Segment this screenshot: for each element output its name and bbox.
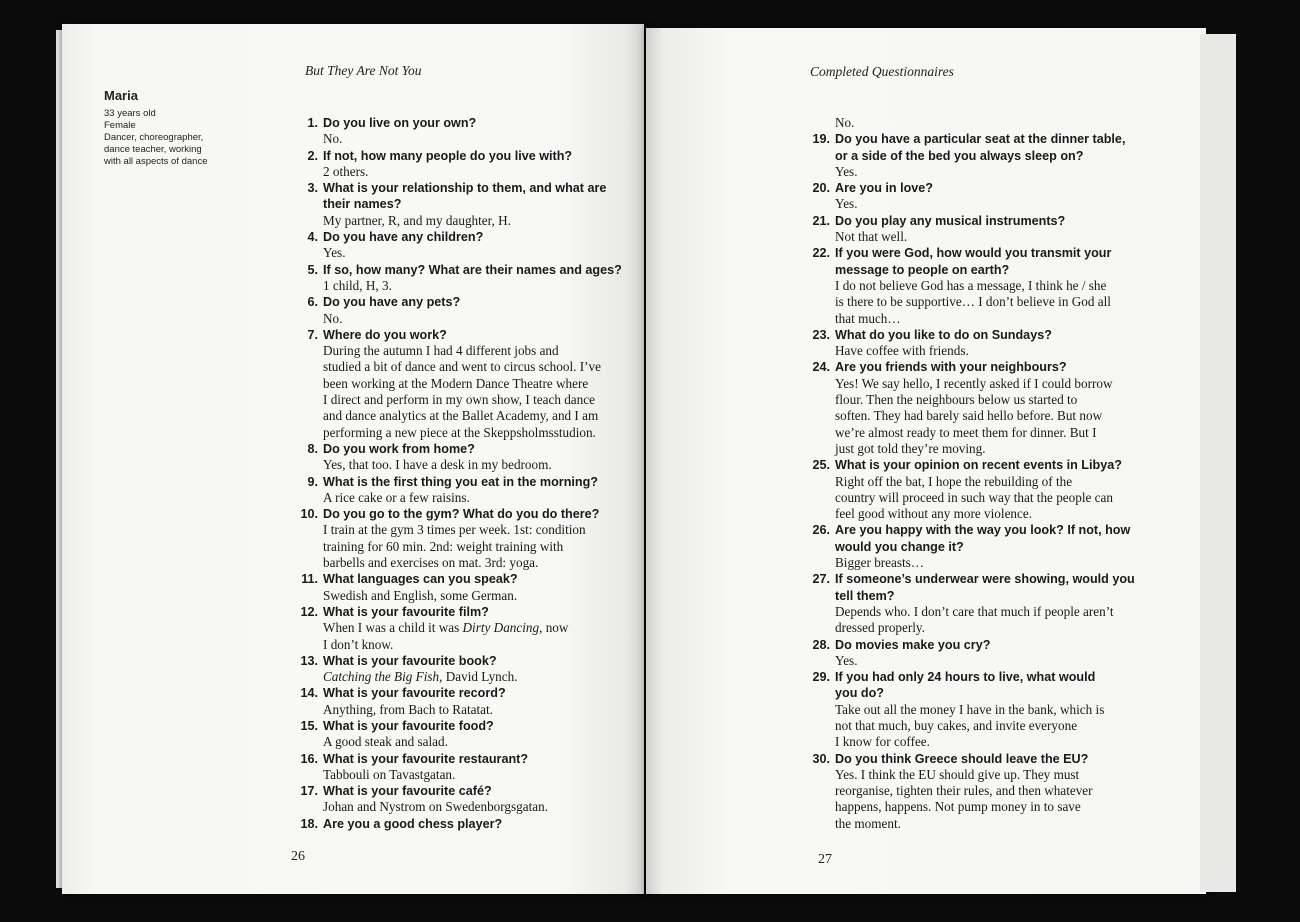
answer-line: feel good without any more violence. (835, 506, 1033, 522)
answer-line: studied a bit of dance and went to circus school. I’ve (323, 359, 601, 375)
question-number: 27. (812, 572, 830, 587)
question-line (298, 783, 628, 799)
question-line (810, 213, 1150, 229)
answer-line: Yes. I think the EU should give up. They must (835, 766, 1080, 782)
question-line (810, 148, 1150, 164)
question-text: you do? (835, 686, 884, 701)
question-number (810, 539, 830, 555)
question-line (298, 751, 628, 767)
question-item (298, 474, 628, 507)
answer-line: I direct and perform in my own show, I teach dance (323, 392, 595, 408)
question-text: their names? (323, 197, 402, 212)
question-text: Do you have any children? (323, 230, 484, 245)
question-text: Are you happy with the way you look? If not, how (835, 523, 1131, 538)
question-line (810, 245, 1150, 261)
answer-line: Take out all the money I have in the bank, which is (835, 701, 1105, 717)
question-text: If so, how many? What are their names and ages? (323, 262, 622, 277)
question-line (298, 604, 628, 620)
question-line (810, 637, 1150, 653)
answer-line: Yes. (323, 245, 346, 261)
question-number: 3. (307, 181, 318, 196)
question-text: What is your favourite book? (323, 653, 497, 668)
question-number: 14. (300, 686, 318, 701)
question-text: If you were God, how would you transmit your (835, 246, 1112, 261)
respondent-detail: Dancer, choreographer, (104, 132, 204, 143)
answer-line: Have coffee with friends. (835, 343, 969, 359)
question-item (810, 131, 1150, 180)
question-line (298, 229, 628, 245)
question-text: Do you play any musical instruments? (835, 213, 1066, 228)
answer-line: 2 others. (323, 163, 369, 179)
question-number: 6. (307, 295, 318, 310)
question-item (298, 783, 628, 816)
answer-line: is there to be supportive… I don’t believe in God all (835, 294, 1111, 310)
question-item (298, 685, 628, 718)
question-line (298, 262, 628, 278)
answer-line: Yes. (835, 652, 858, 668)
question-line (810, 539, 1150, 555)
question-text: What is your favourite restaurant? (323, 751, 529, 766)
respondent-name: Maria (104, 88, 138, 103)
question-number: 4. (307, 230, 318, 245)
question-number (810, 148, 830, 164)
question-number: 13. (300, 653, 318, 668)
answer-line: Yes! We say hello, I recently asked if I could borrow (835, 375, 1113, 391)
respondent-detail: dance teacher, working (104, 144, 202, 155)
question-text: What languages can you speak? (323, 572, 518, 587)
answer-line: we’re almost ready to meet them for dinner. But I (835, 424, 1097, 440)
question-text: Do you work from home? (323, 441, 475, 456)
question-item (298, 571, 628, 604)
question-line (298, 196, 628, 212)
film-title: Dirty Dancing (462, 620, 540, 636)
answer-line: been working at the Modern Dance Theatre where (323, 375, 589, 391)
left-page-number: 26 (291, 849, 305, 864)
question-number (298, 196, 318, 212)
question-line (810, 359, 1150, 375)
respondent-detail: Female (104, 120, 136, 131)
question-number: 9. (307, 474, 318, 489)
question-number: 28. (812, 637, 830, 652)
answer-line: barbells and exercises on mat. 3rd: yoga. (323, 555, 539, 571)
question-text: What is your opinion on recent events in Libya? (835, 458, 1122, 473)
question-number: 8. (307, 441, 318, 456)
question-line (810, 262, 1150, 278)
question-number: 23. (812, 327, 830, 342)
question-line (298, 148, 628, 164)
question-item (298, 653, 628, 686)
question-text: tell them? (835, 588, 895, 603)
answer-line: No. (323, 310, 343, 326)
answer-line: just got told they’re moving. (835, 440, 986, 456)
question-item (298, 262, 628, 295)
question-number: 24. (812, 360, 830, 375)
question-item (810, 245, 1150, 326)
question-text: or a side of the bed you always sleep on? (835, 148, 1084, 163)
question-text: If not, how many people do you live with? (323, 148, 573, 163)
question-number: 15. (300, 718, 318, 733)
question-item (298, 148, 628, 181)
answer-line: country will proceed in such way that the people can (835, 489, 1113, 505)
right-questionnaire (810, 115, 1150, 832)
answer-line: When I was a child it was Dirty Dancing, now (323, 620, 569, 636)
question-item (810, 751, 1150, 832)
answer-line: soften. They had barely said hello before. But now (835, 408, 1103, 424)
question-text: If you had only 24 hours to live, what would (835, 670, 1096, 685)
question-text: What is your relationship to them, and what are (323, 181, 607, 196)
question-line (810, 131, 1150, 147)
question-item (298, 718, 628, 751)
question-number: 18. (300, 816, 318, 831)
question-item (298, 327, 628, 441)
question-item (298, 180, 628, 229)
question-number: 19. (812, 132, 830, 147)
answer-line: and dance analytics at the Ballet Academy, and I am (323, 408, 599, 424)
question-number: 21. (812, 213, 830, 228)
answer-line: Not that well. (835, 229, 908, 245)
question-number (810, 262, 830, 278)
question-number (810, 588, 830, 604)
question-item (298, 751, 628, 784)
answer-line: My partner, R, and my daughter, H. (323, 212, 511, 228)
question-number: 1. (307, 116, 318, 130)
question-line (298, 653, 628, 669)
book-title: Catching the Big Fish (323, 669, 440, 685)
answer-line: that much… (835, 310, 901, 326)
question-text: What is your favourite record? (323, 686, 506, 701)
answer-line: dressed properly. (835, 620, 925, 636)
right-running-head: Completed Questionnaires (810, 64, 954, 79)
question-number: 12. (300, 604, 318, 619)
question-line (810, 685, 1150, 701)
answer-line: Bigger breasts… (835, 555, 924, 571)
answer-line: Tabbouli on Tavastgatan. (323, 766, 456, 782)
answer-line: performing a new piece at the Skeppsholmsstudion. (323, 424, 596, 440)
question-text: Where do you work? (323, 327, 447, 342)
question-text: Are you in love? (835, 181, 933, 196)
right-page-number: 27 (818, 852, 832, 867)
answer-line: 1 child, H, 3. (323, 277, 392, 293)
question-line (298, 571, 628, 587)
question-text: What do you like to do on Sundays? (835, 327, 1052, 342)
question-item (810, 457, 1150, 522)
question-item (810, 669, 1150, 750)
question-text: What is your favourite food? (323, 718, 494, 733)
question-item (810, 522, 1150, 571)
answer-line: happens, happens. Not pump money in to save (835, 799, 1081, 815)
respondent-detail: with all aspects of dance (104, 156, 208, 167)
answer-line: Depends who. I don’t care that much if people aren’t (835, 603, 1114, 619)
question-item (298, 294, 628, 327)
question-line (298, 441, 628, 457)
question-number: 20. (812, 181, 830, 196)
question-line (298, 115, 628, 131)
answer-line: I don’t know. (323, 636, 394, 652)
question-line (298, 327, 628, 343)
question-number: 29. (812, 670, 830, 685)
question-line (810, 180, 1150, 196)
left-running-head: But They Are Not You (305, 63, 422, 78)
answer-line: Swedish and English, some German. (323, 587, 518, 603)
question-line (298, 294, 628, 310)
question-text: would you change it? (835, 539, 964, 554)
question-item (298, 816, 628, 832)
question-item (810, 213, 1150, 246)
answer-line: reorganise, tighten their rules, and then whatever (835, 783, 1093, 799)
question-line (810, 669, 1150, 685)
question-text: Are you a good chess player? (323, 816, 503, 831)
answer-line: Right off the bat, I hope the rebuilding of the (835, 473, 1073, 489)
question-text: Do you think Greece should leave the EU? (835, 751, 1089, 766)
question-item (298, 115, 628, 148)
page-stack-right (1200, 34, 1236, 892)
carry-over-answer: No. (835, 115, 855, 130)
left-questionnaire (298, 115, 628, 832)
question-item (810, 180, 1150, 213)
question-text: Are you friends with your neighbours? (835, 360, 1067, 375)
question-item (810, 637, 1150, 670)
question-line (298, 474, 628, 490)
respondent-detail: 33 years old (104, 108, 156, 119)
answer-line: Anything, from Bach to Ratatat. (323, 701, 493, 717)
question-line (810, 751, 1150, 767)
question-text: What is your favourite café? (323, 784, 492, 799)
question-line (810, 327, 1150, 343)
question-item (810, 327, 1150, 360)
answer-line: I know for coffee. (835, 734, 930, 750)
answer-line: Yes. (835, 163, 858, 179)
question-line (298, 506, 628, 522)
question-number: 26. (812, 523, 830, 538)
question-number: 25. (812, 458, 830, 473)
answer-line: No. (323, 131, 343, 147)
question-item (298, 604, 628, 653)
answer-line: A good steak and salad. (323, 734, 448, 750)
question-line (298, 816, 628, 832)
question-item (298, 441, 628, 474)
question-line (298, 180, 628, 196)
answer-line: training for 60 min. 2nd: weight training with (323, 538, 564, 554)
question-number: 11. (301, 572, 318, 587)
answer-line: not that much, buy cakes, and invite everyone (835, 717, 1078, 733)
question-text: What is your favourite film? (323, 604, 489, 619)
question-item (810, 571, 1150, 636)
answer-line: flour. Then the neighbours below us started to (835, 392, 1078, 408)
question-text: Do movies make you cry? (835, 637, 991, 652)
answer-line: I do not believe God has a message, I think he / she (835, 277, 1107, 293)
question-text: Do you live on your own? (323, 116, 477, 130)
question-text: Do you go to the gym? What do you do there? (323, 507, 600, 522)
answer-line: Johan and Nystrom on Swedenborgsgatan. (323, 799, 549, 815)
question-number: 22. (812, 246, 830, 261)
question-text: message to people on earth? (835, 262, 1010, 277)
question-item (298, 506, 628, 571)
question-number: 10. (300, 507, 318, 522)
question-line (810, 571, 1150, 587)
question-number (810, 685, 830, 701)
question-line (810, 522, 1150, 538)
question-line (298, 685, 628, 701)
question-number: 2. (307, 148, 318, 163)
question-number: 30. (812, 751, 830, 766)
question-item (298, 229, 628, 262)
answer-line: Yes, that too. I have a desk in my bedroom. (323, 457, 552, 473)
question-text: What is the first thing you eat in the morning? (323, 474, 598, 489)
question-number: 16. (300, 751, 318, 766)
question-line (298, 718, 628, 734)
question-number: 5. (307, 262, 318, 277)
question-line (810, 457, 1150, 473)
answer-line: Yes. (835, 196, 858, 212)
question-number: 7. (307, 327, 318, 342)
answer-line: During the autumn I had 4 different jobs and (323, 343, 559, 359)
question-number: 17. (300, 784, 318, 799)
answer-line: the moment. (835, 815, 901, 831)
question-line (810, 588, 1150, 604)
respondent-profile (104, 88, 224, 168)
question-item (810, 359, 1150, 457)
question-text: Do you have a particular seat at the dinner table, (835, 132, 1126, 147)
answer-line: I train at the gym 3 times per week. 1st: condition (323, 522, 586, 538)
question-text: Do you have any pets? (323, 295, 461, 310)
answer-line: A rice cake or a few raisins. (323, 489, 470, 505)
question-text: If someone’s underwear were showing, would you (835, 572, 1135, 587)
answer-line: Catching the Big Fish, David Lynch. (323, 669, 518, 685)
